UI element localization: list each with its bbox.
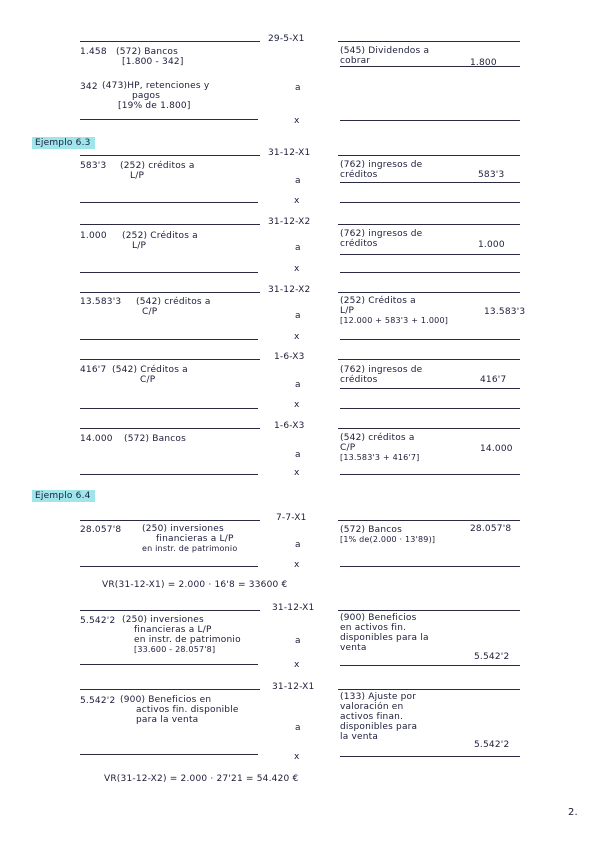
x-symbol: x bbox=[294, 752, 300, 762]
credit-rule bbox=[340, 566, 520, 567]
entry-top-line bbox=[80, 689, 260, 690]
debit-amount: 5.542'2 bbox=[80, 696, 116, 706]
entry-date: 31-12-X1 bbox=[268, 148, 311, 158]
entry-top-line bbox=[80, 520, 260, 521]
credit-amount: 5.542'2 bbox=[474, 652, 510, 662]
debit-amount: 13.583'3 bbox=[80, 297, 122, 307]
a-symbol: a bbox=[295, 540, 301, 550]
credit-rule bbox=[340, 756, 520, 757]
entry-top-line bbox=[338, 610, 520, 611]
credit-account: (762) ingresos de créditos bbox=[340, 160, 423, 180]
credit-rule bbox=[340, 182, 520, 183]
debit-account: (542) créditos a C/P bbox=[136, 297, 211, 317]
debit-account: (252) Créditos a L/P bbox=[122, 231, 198, 251]
entry-date: 31-12-X1 bbox=[272, 603, 315, 613]
credit-account: (572) Bancos [1% de(2.000 · 13'89)] bbox=[340, 525, 436, 544]
entry-date: 7-7-X1 bbox=[276, 513, 307, 523]
entry-top-line bbox=[338, 520, 520, 521]
debit-amount: 28.057'8 bbox=[80, 525, 122, 535]
credit-rule bbox=[340, 202, 520, 203]
credit-account: (545) Dividendos a cobrar bbox=[340, 46, 430, 66]
debit-account: (572) Bancos bbox=[124, 434, 186, 444]
valuation-note: VR(31-12-X2) = 2.000 · 27'21 = 54.420 € bbox=[104, 774, 299, 784]
a-symbol: a bbox=[295, 83, 301, 93]
entry-date: 1-6-X3 bbox=[274, 421, 305, 431]
credit-amount: 5.542'2 bbox=[474, 740, 510, 750]
credit-account: (133) Ajuste por valoración en activos finan. disponibles para la venta bbox=[340, 692, 418, 742]
credit-amount: 416'7 bbox=[480, 375, 507, 385]
entry-top-line bbox=[338, 41, 520, 42]
entry-top-line bbox=[80, 292, 260, 293]
debit-rule bbox=[80, 754, 258, 755]
credit-account: (762) ingresos de créditos bbox=[340, 365, 423, 385]
credit-rule bbox=[340, 408, 520, 409]
credit-amount: 28.057'8 bbox=[470, 524, 512, 534]
credit-rule bbox=[340, 474, 520, 475]
entry-top-line bbox=[338, 155, 520, 156]
debit-account: (250) inversiones financieras a L/P en instr. de patrimonio bbox=[142, 524, 238, 553]
example-label: Ejemplo 6.4 bbox=[32, 490, 95, 502]
entry-top-line bbox=[80, 610, 260, 611]
debit-account: (250) inversiones financieras a L/P en instr. de patrimonio [33.600 - 28.057'8] bbox=[122, 615, 241, 654]
credit-account: (900) Beneficios en activos fin. disponibles para la venta bbox=[340, 613, 429, 653]
debit-amount: 5.542'2 bbox=[80, 616, 116, 626]
entry-top-line bbox=[80, 41, 260, 42]
credit-account: (762) ingresos de créditos bbox=[340, 229, 423, 249]
debit-rule bbox=[80, 119, 258, 120]
x-symbol: x bbox=[294, 264, 300, 274]
entry-top-line bbox=[80, 155, 260, 156]
x-symbol: x bbox=[294, 196, 300, 206]
x-symbol: x bbox=[294, 560, 300, 570]
debit-amount: 342 bbox=[80, 82, 98, 92]
debit-amount: 1.458 bbox=[80, 47, 107, 57]
a-symbol: a bbox=[295, 636, 301, 646]
debit-rule bbox=[80, 664, 258, 665]
valuation-note: VR(31-12-X1) = 2.000 · 16'8 = 33600 € bbox=[102, 580, 288, 590]
debit-account: (473)HP, retenciones y pagos [19% de 1.800] bbox=[102, 81, 210, 111]
entry-top-line bbox=[338, 292, 520, 293]
debit-account: (900) Beneficios en activos fin. disponible para la venta bbox=[120, 695, 239, 725]
x-symbol: x bbox=[294, 660, 300, 670]
credit-rule bbox=[340, 120, 520, 121]
debit-amount: 583'3 bbox=[80, 161, 107, 171]
a-symbol: a bbox=[295, 243, 301, 253]
debit-amount: 416'7 bbox=[80, 365, 107, 375]
debit-rule bbox=[80, 202, 258, 203]
credit-rule bbox=[340, 66, 520, 67]
entry-date: 31-12-X2 bbox=[268, 217, 311, 227]
credit-rule bbox=[340, 272, 520, 273]
debit-account: (572) Bancos [1.800 - 342] bbox=[116, 47, 184, 67]
debit-rule bbox=[80, 339, 258, 340]
credit-amount: 1.000 bbox=[478, 240, 505, 250]
entry-top-line bbox=[338, 689, 520, 690]
a-symbol: a bbox=[295, 176, 301, 186]
credit-account: (252) Créditos a L/P [12.000 + 583'3 + 1.000] bbox=[340, 296, 449, 325]
credit-rule bbox=[340, 254, 520, 255]
entry-top-line bbox=[80, 359, 260, 360]
debit-amount: 1.000 bbox=[80, 231, 107, 241]
credit-amount: 13.583'3 bbox=[484, 307, 526, 317]
entry-date: 31-12-X2 bbox=[268, 285, 311, 295]
entry-top-line bbox=[338, 428, 520, 429]
debit-amount: 14.000 bbox=[80, 434, 113, 444]
entry-date: 31-12-X1 bbox=[272, 682, 315, 692]
credit-account: (542) créditos a C/P [13.583'3 + 416'7] bbox=[340, 433, 420, 462]
entry-date: 1-6-X3 bbox=[274, 352, 305, 362]
a-symbol: a bbox=[295, 380, 301, 390]
a-symbol: a bbox=[295, 723, 301, 733]
credit-rule bbox=[340, 665, 520, 666]
a-symbol: a bbox=[295, 450, 301, 460]
credit-amount: 14.000 bbox=[480, 444, 513, 454]
entry-date: 29-5-X1 bbox=[268, 34, 305, 44]
debit-rule bbox=[80, 408, 258, 409]
debit-rule bbox=[80, 272, 258, 273]
debit-account: (542) Créditos a C/P bbox=[112, 365, 188, 385]
x-symbol: x bbox=[294, 400, 300, 410]
entry-top-line bbox=[80, 428, 260, 429]
x-symbol: x bbox=[294, 468, 300, 478]
entry-top-line bbox=[80, 224, 260, 225]
debit-account: (252) créditos a L/P bbox=[120, 161, 195, 181]
credit-rule bbox=[340, 388, 520, 389]
entry-top-line bbox=[338, 359, 520, 360]
credit-rule bbox=[340, 339, 520, 340]
page-number: 2. bbox=[568, 807, 578, 818]
credit-amount: 1.800 bbox=[470, 58, 497, 68]
example-label: Ejemplo 6.3 bbox=[32, 137, 95, 149]
credit-amount: 583'3 bbox=[478, 170, 505, 180]
x-symbol: x bbox=[294, 116, 300, 126]
a-symbol: a bbox=[295, 311, 301, 321]
debit-rule bbox=[80, 474, 258, 475]
debit-rule bbox=[80, 566, 258, 567]
entry-top-line bbox=[338, 224, 520, 225]
x-symbol: x bbox=[294, 332, 300, 342]
